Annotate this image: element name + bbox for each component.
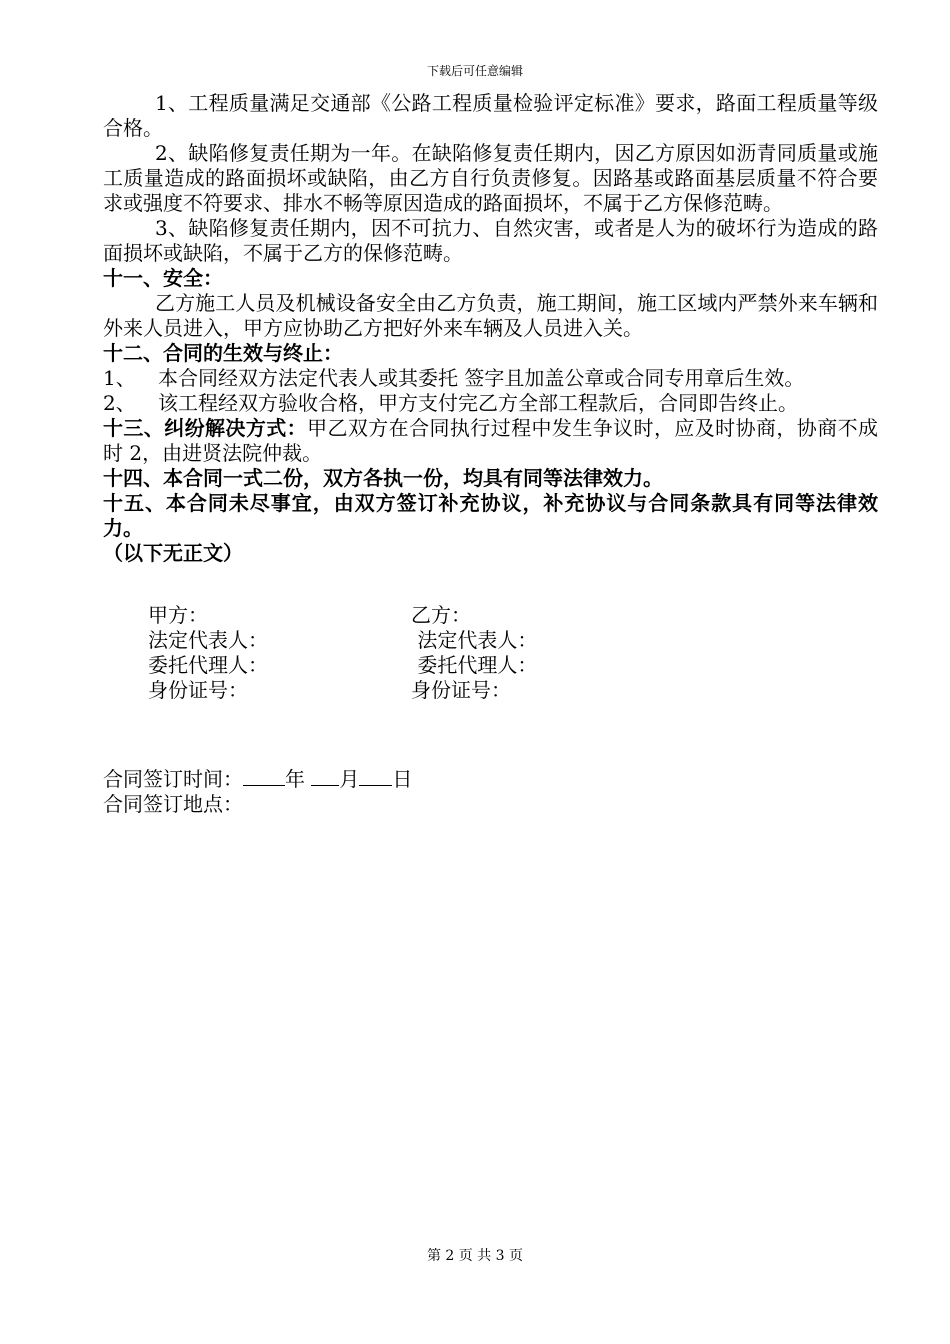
signing-date-label: 合同签订时间：	[103, 767, 243, 791]
item-text: 本合同经双方法定代表人或其委托 签字且加盖公章或合同专用章后生效。	[158, 366, 805, 390]
header-note: 下载后可任意编辑	[426, 64, 523, 78]
no-more-text: （以下无正文）	[103, 541, 243, 565]
clause-13-body: 甲乙双方在合同执行过程中发生争议时，应及时协商，协商不成时 2，由进贤法院仲裁。	[103, 416, 879, 465]
signing-date-line	[103, 765, 878, 792]
party-a-id-label: 身份证号：	[148, 678, 248, 702]
clause-12-heading: 十二、合同的生效与终止：	[103, 341, 343, 365]
page-number-footer: 第 2 页 共 3 页	[426, 1248, 524, 1264]
party-a-legal-rep-label: 法定代表人：	[148, 628, 268, 652]
day-blank	[359, 765, 392, 786]
item-number: 2、	[103, 391, 136, 415]
date-place-block	[103, 765, 878, 817]
clause-13-heading: 十三、纠纷解决方式：	[103, 416, 308, 440]
clause-12-item-1	[103, 366, 878, 391]
item-number: 1、	[103, 366, 136, 390]
item-text: 该工程经双方验收合格，甲方支付完乙方全部工程款后，合同即告终止。	[158, 391, 798, 415]
clause-10-item-2: 2、缺陷修复责任期为一年。在缺陷修复责任期内，因乙方原因如沥青同质量或施工质量造成的路面损坏或缺陷，由乙方自行负责修复。因路基或路面基层质量不符合要求或强度不符要求、排水不畅等原因造成的路面损坏，不属于乙方保修范畴。	[103, 141, 878, 215]
year-blank	[243, 765, 285, 786]
clause-11-heading: 十一、安全：	[103, 266, 223, 290]
month-blank	[311, 765, 339, 786]
party-b-name-label: 乙方：	[411, 603, 471, 627]
party-b-agent-label: 委托代理人：	[411, 653, 538, 677]
party-a-name-label: 甲方：	[148, 603, 208, 627]
month-label: 月	[339, 767, 360, 791]
day-label: 日	[392, 767, 413, 791]
party-b-id-label: 身份证号：	[411, 678, 511, 702]
clause-10-item-3: 3、缺陷修复责任期内，因不可抗力、自然灾害，或者是人为的破坏行为造成的路面损坏或缺陷，不属于乙方的保修范畴。	[103, 216, 878, 265]
party-b-legal-rep-label: 法定代表人：	[411, 628, 538, 652]
party-a-signature	[148, 603, 268, 703]
clause-14: 十四、本合同一式二份，双方各执一份，均具有同等法律效力。	[103, 466, 663, 490]
signing-place-line: 合同签订地点：	[103, 792, 243, 816]
signature-block	[103, 603, 878, 728]
clause-11-body: 乙方施工人员及机械设备安全由乙方负责，施工期间，施工区域内严禁外来车辆和外来人员进入，甲方应协助乙方把好外来车辆及人员进入关。	[103, 291, 878, 340]
clause-13	[103, 416, 878, 466]
clause-15: 十五、本合同未尽事宜，由双方签订补充协议，补充协议与合同条款具有同等法律效力。	[103, 491, 878, 540]
document-body	[103, 91, 878, 817]
year-label: 年	[285, 767, 305, 791]
party-a-agent-label: 委托代理人：	[148, 653, 268, 677]
clause-10-item-1: 1、工程质量满足交通部《公路工程质量检验评定标准》要求，路面工程质量等级合格。	[103, 91, 878, 140]
party-b-signature	[411, 603, 537, 703]
clause-12-item-2	[103, 391, 878, 416]
